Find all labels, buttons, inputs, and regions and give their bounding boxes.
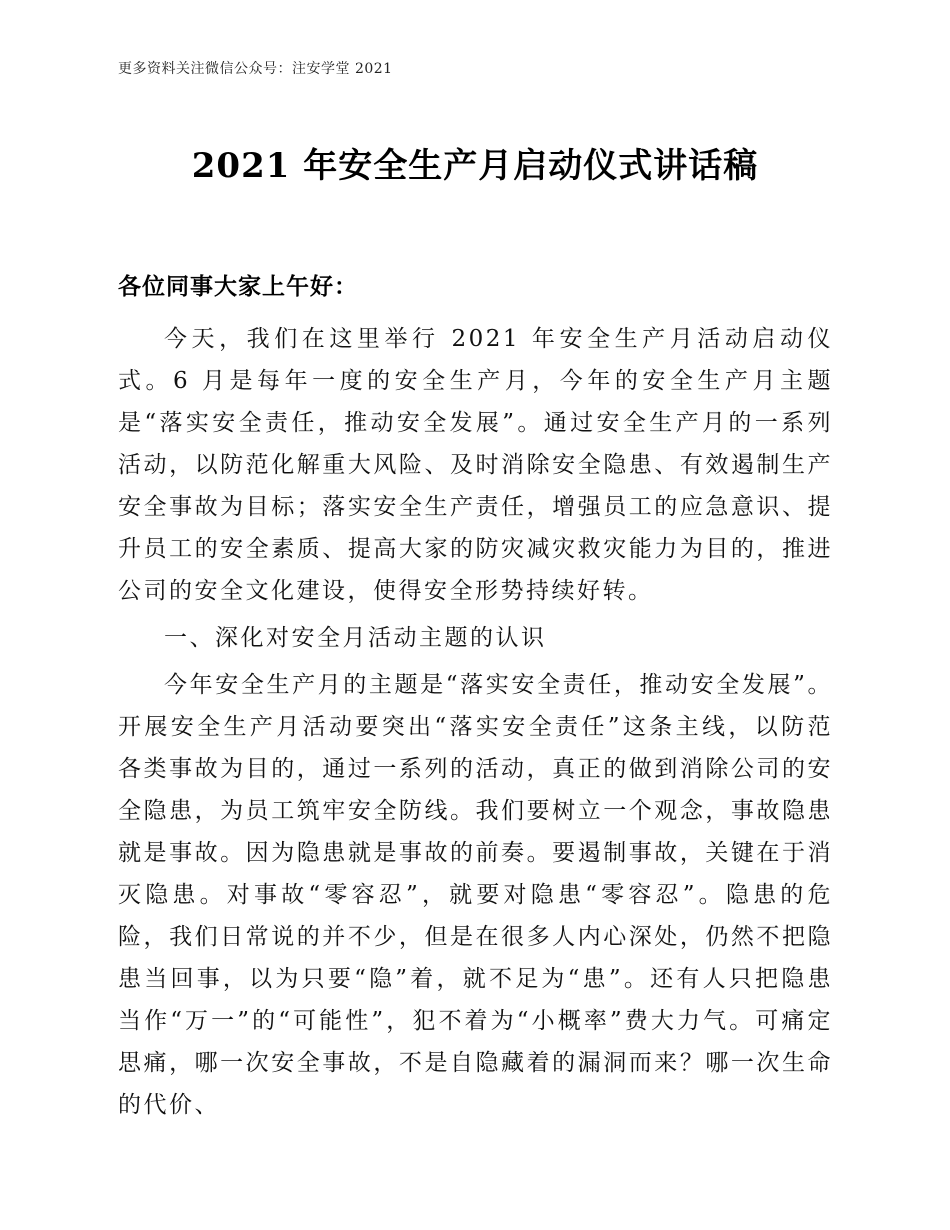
document-body (118, 318, 833, 1131)
document-title: 2021 年安全生产月启动仪式讲话稿 (191, 146, 759, 186)
section-heading-1: 一、深化对安全月活动主题的认识 (164, 625, 547, 651)
greeting: 各位同事大家上午好： (118, 273, 358, 300)
header-note: 更多资料关注微信公众号：注安学堂 2021 (118, 61, 393, 77)
paragraph-intro: 今天，我们在这里举行 2021 年安全生产月活动启动仪式。6 月是每年一度的安全生产月，今年的安全生产月主题是“落实安全责任，推动安全发展”。通过安全生产月的一系列活动，以防范化解重大风险、及时消除安全隐患、有效遏制生产安全事故为目标；落实安全生产责任，增强员工的应急意识、提升员工的安全素质、提高大家的防灾减灾救灾能力为目的，推进公司的安全文化建设，使得安全形势持续好转。 (118, 326, 833, 604)
paragraph-theme: 今年安全生产月的主题是“落实安全责任，推动安全发展”。开展安全生产月活动要突出“落实安全责任”这条主线，以防范各类事故为目的，通过一系列的活动，真正的做到消除公司的安全隐患，为员工筑牢安全防线。我们要树立一个观念，事故隐患就是事故。因为隐患就是事故的前奏。要遏制事故，关键在于消灭隐患。对事故“零容忍”，就要对隐患“零容忍”。隐患的危险，我们日常说的并不少，但是在很多人内心深处，仍然不把隐患当回事，以为只要“隐”着，就不足为“患”。还有人只把隐患当作“万一”的“可能性”，犯不着为“小概率”费大力气。可痛定思痛，哪一次安全事故，不是自隐藏着的漏洞而来？哪一次生命的代价、 (118, 672, 833, 1118)
